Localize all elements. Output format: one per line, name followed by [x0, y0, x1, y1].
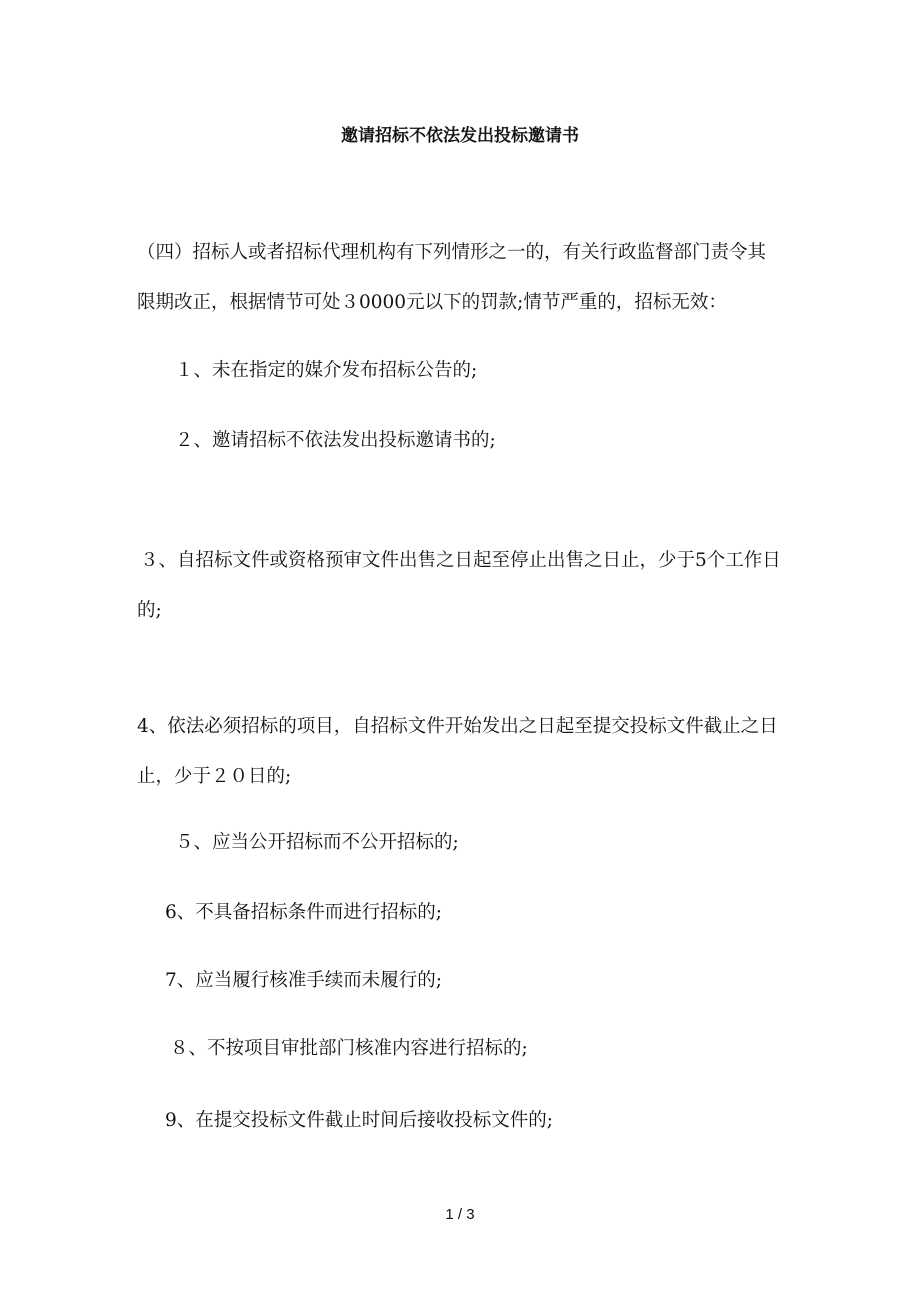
list-item: 7、应当履行核准手续而未履行的; — [165, 970, 443, 991]
list-item: ５、应当公开招标而不公开招标的; — [175, 832, 459, 853]
list-item: ２、邀请招标不依法发出投标邀请书的; — [175, 430, 496, 451]
list-item: 4、依法必须招标的项目，自招标文件开始发出之日起至提交投标文件截止之日 — [137, 716, 778, 737]
list-item: ３、自招标文件或资格预审文件出售之日起至停止出售之日止，少于5个工作日 — [140, 550, 781, 571]
list-item: 6、不具备招标条件而进行招标的; — [165, 902, 443, 923]
page-number: 1 / 3 — [445, 1206, 475, 1223]
list-item-continuation: 止，少于２０日的; — [137, 766, 292, 787]
list-item-continuation: 的; — [137, 600, 162, 621]
list-item: １、未在指定的媒介发布招标公告的; — [175, 360, 478, 381]
paragraph-line: 限期改正，根据情节可处３0000元以下的罚款;情节严重的，招标无效： — [137, 292, 727, 313]
document-title: 邀请招标不依法发出投标邀请书 — [341, 126, 579, 146]
paragraph-line: （四）招标人或者招标代理机构有下列情形之一的，有关行政监督部门责令其 — [137, 242, 767, 263]
list-item: ８、不按项目审批部门核准内容进行招标的; — [170, 1038, 528, 1059]
list-item: 9、在提交投标文件截止时间后接收投标文件的; — [165, 1110, 554, 1131]
